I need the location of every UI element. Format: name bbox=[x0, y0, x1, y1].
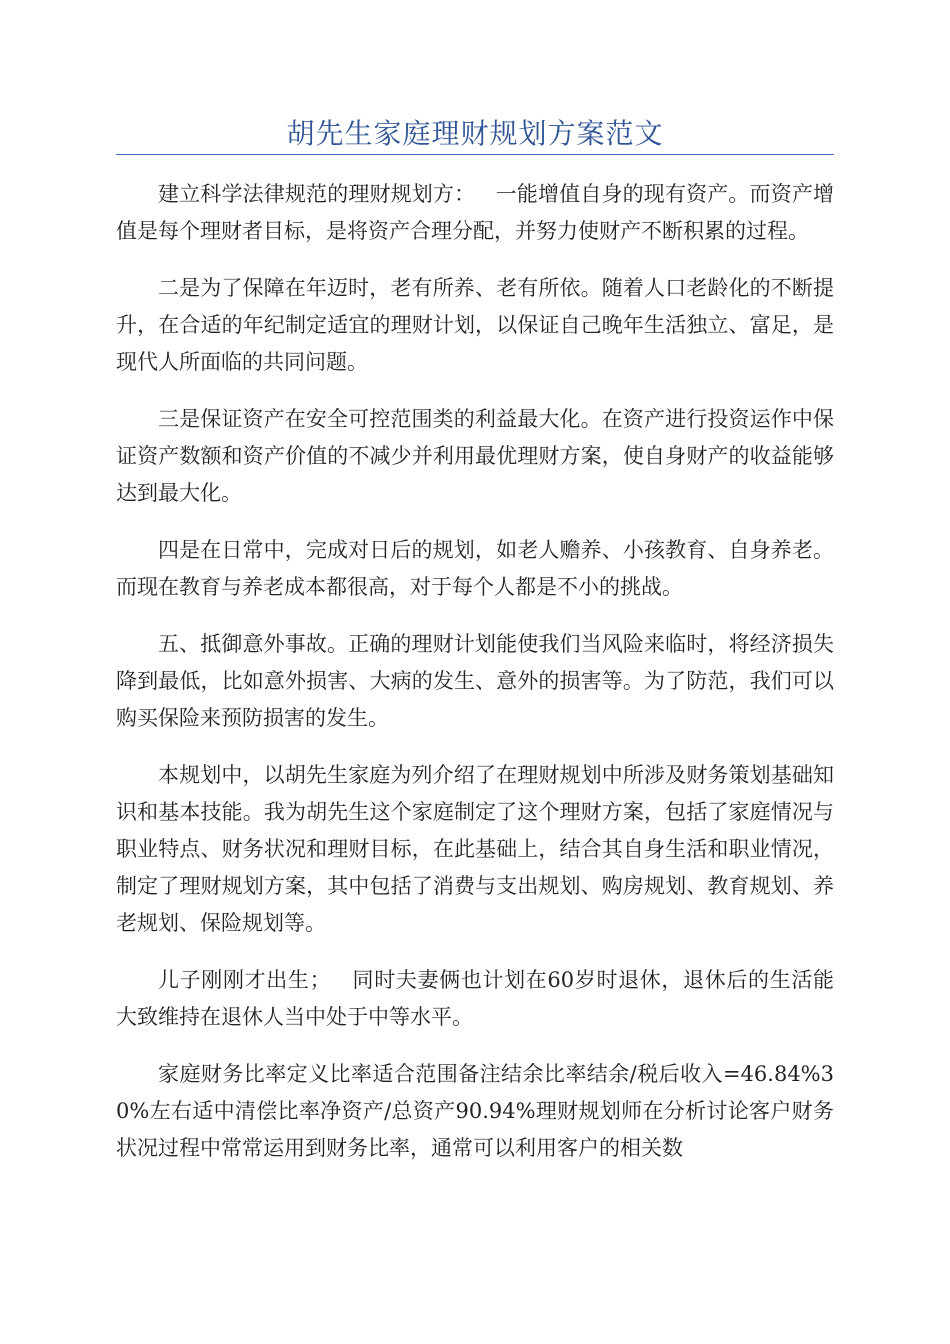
paragraph-future-planning: 四是在日常中，完成对日后的规划，如老人赡养、小孩教育、自身养老。而现在教育与养老成本都很高，对于每个人都是不小的挑战。 bbox=[116, 538, 834, 599]
document-title: 胡先生家庭理财规划方案范文 bbox=[286, 117, 664, 150]
paragraph-plan-overview: 本规划中，以胡先生家庭为列介绍了在理财规划中所涉及财务策划基础知识和基本技能。我为胡先生这个家庭制定了这个理财方案，包括了家庭情况与职业特点、财务状况和理财目标，在此基础上，结合其自身生活和职业情况，制定了理财规划方案，其中包括了消费与支出规划、购房规划、教育规划、养老规划、保险规划等。 bbox=[116, 763, 834, 935]
paragraph-retirement-security: 二是为了保障在年迈时，老有所养、老有所依。随着人口老龄化的不断提升，在合适的年纪制定适宜的理财计划，以保证自己晚年生活独立、富足，是现代人所面临的共同问题。 bbox=[116, 276, 834, 374]
paragraph-financial-ratios: 家庭财务比率定义比率适合范围备注结余比率结余/税后收入=46.84%30%左右适中清偿比率净资产/总资产90.94%理财规划师在分析讨论客户财务状况过程中常常运用到财务比率，通常可以利用客户的相关数 bbox=[116, 1062, 834, 1160]
paragraph-financial-goal-1: 建立科学法律规范的理财规划方： 一能增值自身的现有资产。而资产增值是每个理财者目标，是将资产合理分配，并努力使财产不断积累的过程。 bbox=[116, 182, 834, 243]
paragraph-family-situation: 儿子刚刚才出生； 同时夫妻俩也计划在60岁时退休，退休后的生活能大致维持在退休人当中处于中等水平。 bbox=[116, 968, 834, 1029]
document-body bbox=[116, 176, 834, 1187]
paragraph-asset-safety: 三是保证资产在安全可控范围类的利益最大化。在资产进行投资运作中保证资产数额和资产价值的不减少并利用最优理财方案，使自身财产的收益能够达到最大化。 bbox=[116, 407, 834, 505]
title-underline bbox=[116, 154, 834, 155]
paragraph-accident-protection: 五、抵御意外事故。正确的理财计划能使我们当风险来临时，将经济损失降到最低，比如意外损害、大病的发生、意外的损害等。为了防范，我们可以购买保险来预防损害的发生。 bbox=[116, 632, 834, 730]
